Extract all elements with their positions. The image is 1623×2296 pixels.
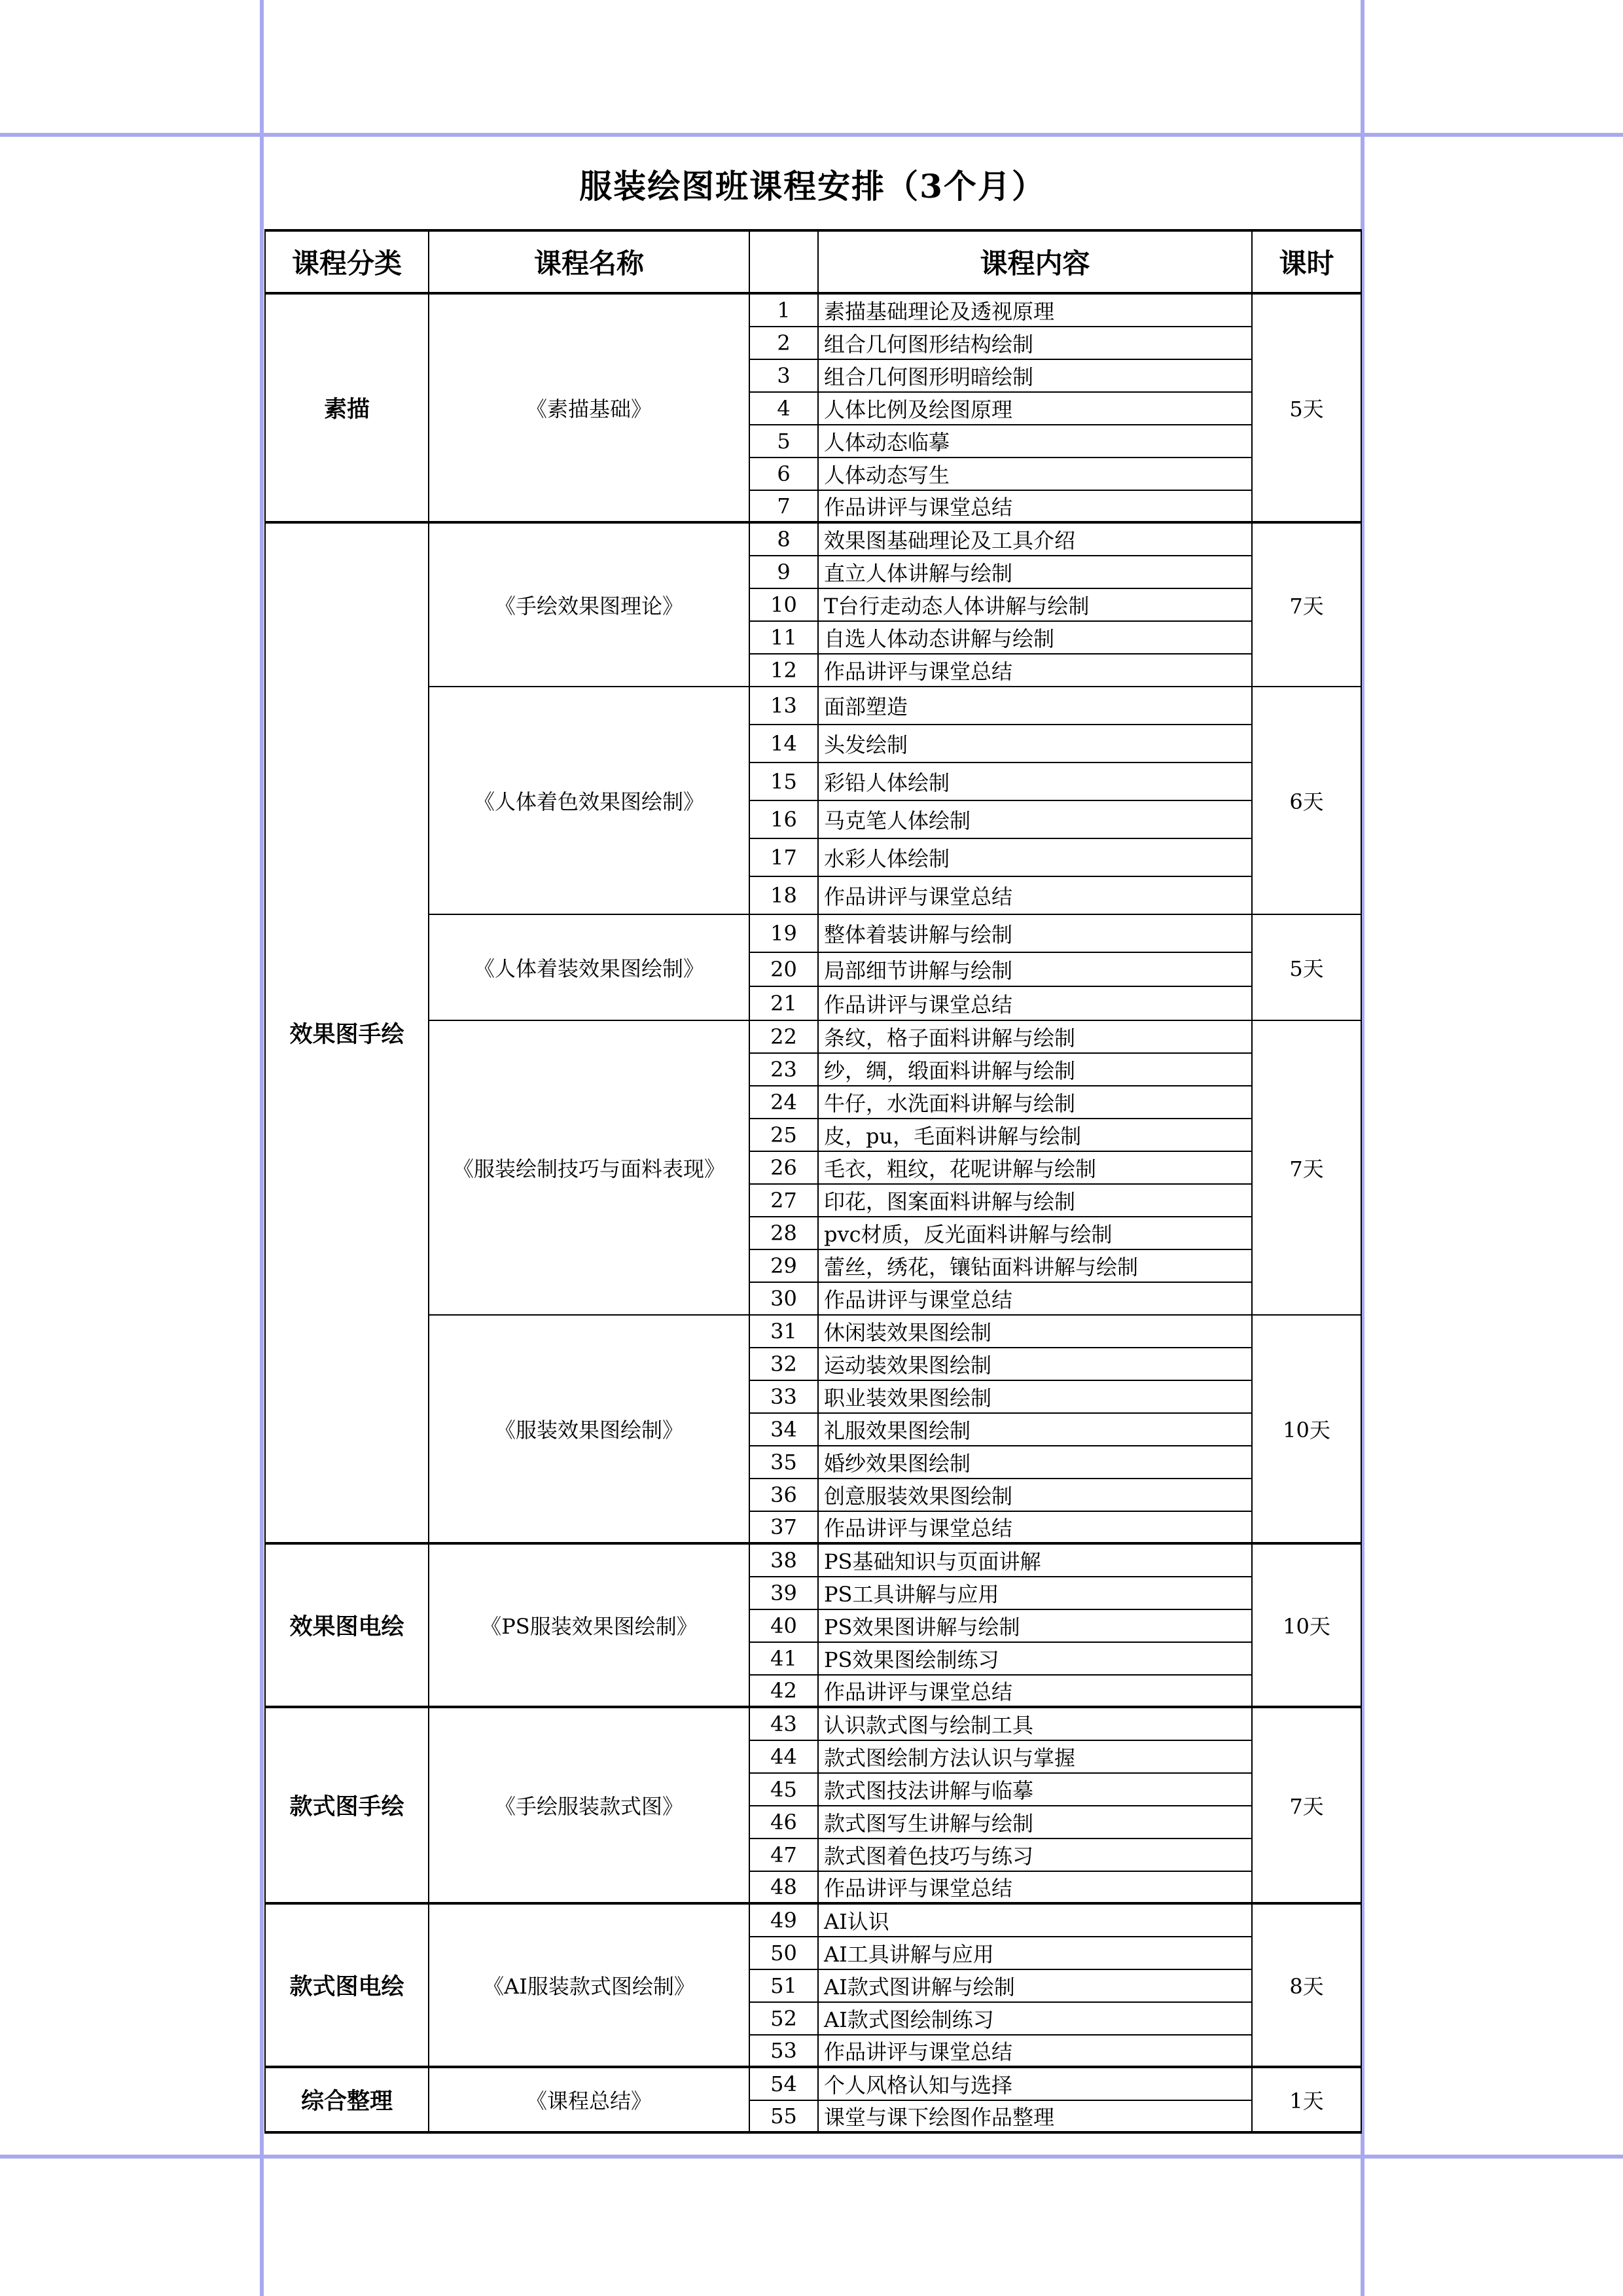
course-item: 个人风格认知与选择 — [819, 2068, 1253, 2101]
course-item: AI款式图讲解与绘制 — [819, 1970, 1253, 2003]
course-item: T台行走动态人体讲解与绘制 — [819, 589, 1253, 622]
item-number: 53 — [750, 2036, 819, 2068]
course-hours: 10天 — [1253, 1545, 1362, 1708]
item-number: 29 — [750, 1250, 819, 1283]
course-hours: 5天 — [1253, 915, 1362, 1021]
course-item: 毛衣，粗纹，花呢讲解与绘制 — [819, 1152, 1253, 1185]
header-content: 课程内容 — [819, 232, 1253, 295]
item-number: 20 — [750, 953, 819, 987]
course-item: 头发绘制 — [819, 725, 1253, 763]
item-number: 45 — [750, 1774, 819, 1806]
item-number: 13 — [750, 687, 819, 725]
course-hours: 5天 — [1253, 295, 1362, 524]
course-item: 彩铅人体绘制 — [819, 763, 1253, 801]
item-number: 5 — [750, 425, 819, 458]
course-item: 款式图绘制方法认识与掌握 — [819, 1741, 1253, 1774]
category-label: 款式图手绘 — [266, 1708, 429, 1905]
course-name: 《素描基础》 — [429, 295, 750, 524]
course-item: 作品讲评与课堂总结 — [819, 987, 1253, 1021]
item-number: 17 — [750, 839, 819, 877]
course-hours: 1天 — [1253, 2068, 1362, 2134]
course-item: 作品讲评与课堂总结 — [819, 1283, 1253, 1316]
item-number: 19 — [750, 915, 819, 953]
item-number: 1 — [750, 295, 819, 327]
course-item: 面部塑造 — [819, 687, 1253, 725]
course-item: 婚纱效果图绘制 — [819, 1446, 1253, 1479]
course-item: 局部细节讲解与绘制 — [819, 953, 1253, 987]
course-item: PS工具讲解与应用 — [819, 1577, 1253, 1610]
item-number: 18 — [750, 877, 819, 915]
item-number: 3 — [750, 360, 819, 393]
course-item: 纱，绸，缎面料讲解与绘制 — [819, 1054, 1253, 1086]
course-table — [264, 229, 1362, 2134]
course-item: pvc材质，反光面料讲解与绘制 — [819, 1217, 1253, 1250]
course-item: 作品讲评与课堂总结 — [819, 1512, 1253, 1545]
item-number: 51 — [750, 1970, 819, 2003]
item-number: 38 — [750, 1545, 819, 1577]
item-number: 44 — [750, 1741, 819, 1774]
item-number: 14 — [750, 725, 819, 763]
course-item: 皮，pu，毛面料讲解与绘制 — [819, 1119, 1253, 1152]
course-name: 《人体着装效果图绘制》 — [429, 915, 750, 1021]
item-number: 26 — [750, 1152, 819, 1185]
course-item: 认识款式图与绘制工具 — [819, 1708, 1253, 1741]
course-hours: 10天 — [1253, 1316, 1362, 1545]
header-number — [750, 232, 819, 295]
course-item: 课堂与课下绘图作品整理 — [819, 2101, 1253, 2134]
course-item: 创意服装效果图绘制 — [819, 1479, 1253, 1512]
item-number: 48 — [750, 1872, 819, 1905]
course-item: 马克笔人体绘制 — [819, 801, 1253, 839]
category-label: 款式图电绘 — [266, 1905, 429, 2068]
schedule-sheet — [264, 139, 1361, 2155]
item-number: 24 — [750, 1086, 819, 1119]
item-number: 4 — [750, 393, 819, 425]
course-hours: 7天 — [1253, 1021, 1362, 1316]
course-item: 作品讲评与课堂总结 — [819, 1676, 1253, 1708]
item-number: 36 — [750, 1479, 819, 1512]
header-course-name: 课程名称 — [429, 232, 750, 295]
item-number: 12 — [750, 655, 819, 687]
item-number: 15 — [750, 763, 819, 801]
header-category: 课程分类 — [266, 232, 429, 295]
item-number: 39 — [750, 1577, 819, 1610]
item-number: 52 — [750, 2003, 819, 2036]
item-number: 49 — [750, 1905, 819, 1937]
header-hours: 课时 — [1253, 232, 1362, 295]
item-number: 7 — [750, 491, 819, 524]
category-label: 效果图电绘 — [266, 1545, 429, 1708]
item-number: 9 — [750, 556, 819, 589]
course-name: 《手绘效果图理论》 — [429, 524, 750, 687]
course-item: 人体动态临摹 — [819, 425, 1253, 458]
course-item: 作品讲评与课堂总结 — [819, 1872, 1253, 1905]
course-item: 直立人体讲解与绘制 — [819, 556, 1253, 589]
item-number: 22 — [750, 1021, 819, 1054]
course-name: 《手绘服装款式图》 — [429, 1708, 750, 1905]
item-number: 54 — [750, 2068, 819, 2101]
item-number: 21 — [750, 987, 819, 1021]
item-number: 41 — [750, 1643, 819, 1676]
course-item: 整体着装讲解与绘制 — [819, 915, 1253, 953]
course-name: 《人体着色效果图绘制》 — [429, 687, 750, 915]
course-item: 款式图技法讲解与临摹 — [819, 1774, 1253, 1806]
item-number: 30 — [750, 1283, 819, 1316]
course-item: 素描基础理论及透视原理 — [819, 295, 1253, 327]
course-item: 组合几何图形结构绘制 — [819, 327, 1253, 360]
course-item: 人体动态写生 — [819, 458, 1253, 491]
course-item: 职业装效果图绘制 — [819, 1381, 1253, 1414]
item-number: 28 — [750, 1217, 819, 1250]
course-hours: 7天 — [1253, 524, 1362, 687]
item-number: 23 — [750, 1054, 819, 1086]
course-item: 牛仔，水洗面料讲解与绘制 — [819, 1086, 1253, 1119]
margin-guide-top — [0, 133, 1623, 137]
course-item: 作品讲评与课堂总结 — [819, 877, 1253, 915]
course-item: 水彩人体绘制 — [819, 839, 1253, 877]
item-number: 34 — [750, 1414, 819, 1446]
category-label: 素描 — [266, 295, 429, 524]
category-label: 综合整理 — [266, 2068, 429, 2134]
course-hours: 7天 — [1253, 1708, 1362, 1905]
item-number: 6 — [750, 458, 819, 491]
course-item: 蕾丝，绣花，镶钻面料讲解与绘制 — [819, 1250, 1253, 1283]
margin-guide-left — [260, 0, 264, 2296]
course-item: 休闲装效果图绘制 — [819, 1316, 1253, 1348]
item-number: 27 — [750, 1185, 819, 1217]
course-item: AI款式图绘制练习 — [819, 2003, 1253, 2036]
course-item: 作品讲评与课堂总结 — [819, 655, 1253, 687]
course-item: 印花，图案面料讲解与绘制 — [819, 1185, 1253, 1217]
course-item: PS基础知识与页面讲解 — [819, 1545, 1253, 1577]
course-item: 条纹，格子面料讲解与绘制 — [819, 1021, 1253, 1054]
item-number: 11 — [750, 622, 819, 655]
course-item: 运动装效果图绘制 — [819, 1348, 1253, 1381]
item-number: 25 — [750, 1119, 819, 1152]
item-number: 8 — [750, 524, 819, 556]
course-item: 人体比例及绘图原理 — [819, 393, 1253, 425]
course-item: 作品讲评与课堂总结 — [819, 2036, 1253, 2068]
course-hours: 8天 — [1253, 1905, 1362, 2068]
course-item: AI工具讲解与应用 — [819, 1937, 1253, 1970]
course-item: PS效果图绘制练习 — [819, 1643, 1253, 1676]
item-number: 42 — [750, 1676, 819, 1708]
margin-guide-bottom — [0, 2155, 1623, 2159]
course-hours: 6天 — [1253, 687, 1362, 915]
course-item: 款式图着色技巧与练习 — [819, 1839, 1253, 1872]
course-item: 组合几何图形明暗绘制 — [819, 360, 1253, 393]
item-number: 50 — [750, 1937, 819, 1970]
item-number: 10 — [750, 589, 819, 622]
item-number: 40 — [750, 1610, 819, 1643]
page-title: 服装绘图班课程安排（3个月） — [579, 167, 1046, 206]
course-item: 礼服效果图绘制 — [819, 1414, 1253, 1446]
item-number: 31 — [750, 1316, 819, 1348]
item-number: 46 — [750, 1806, 819, 1839]
item-number: 32 — [750, 1348, 819, 1381]
course-name: 《AI服装款式图绘制》 — [429, 1905, 750, 2068]
course-item: 作品讲评与课堂总结 — [819, 491, 1253, 524]
item-number: 16 — [750, 801, 819, 839]
item-number: 2 — [750, 327, 819, 360]
item-number: 37 — [750, 1512, 819, 1545]
item-number: 47 — [750, 1839, 819, 1872]
item-number: 55 — [750, 2101, 819, 2134]
category-label: 效果图手绘 — [266, 524, 429, 1545]
course-name: 《服装绘制技巧与面料表现》 — [429, 1021, 750, 1316]
course-item: PS效果图讲解与绘制 — [819, 1610, 1253, 1643]
item-number: 43 — [750, 1708, 819, 1741]
course-name: 《服装效果图绘制》 — [429, 1316, 750, 1545]
course-name: 《课程总结》 — [429, 2068, 750, 2134]
course-item: 自选人体动态讲解与绘制 — [819, 622, 1253, 655]
item-number: 33 — [750, 1381, 819, 1414]
course-item: 效果图基础理论及工具介绍 — [819, 524, 1253, 556]
item-number: 35 — [750, 1446, 819, 1479]
course-item: AI认识 — [819, 1905, 1253, 1937]
course-item: 款式图写生讲解与绘制 — [819, 1806, 1253, 1839]
course-name: 《PS服装效果图绘制》 — [429, 1545, 750, 1708]
